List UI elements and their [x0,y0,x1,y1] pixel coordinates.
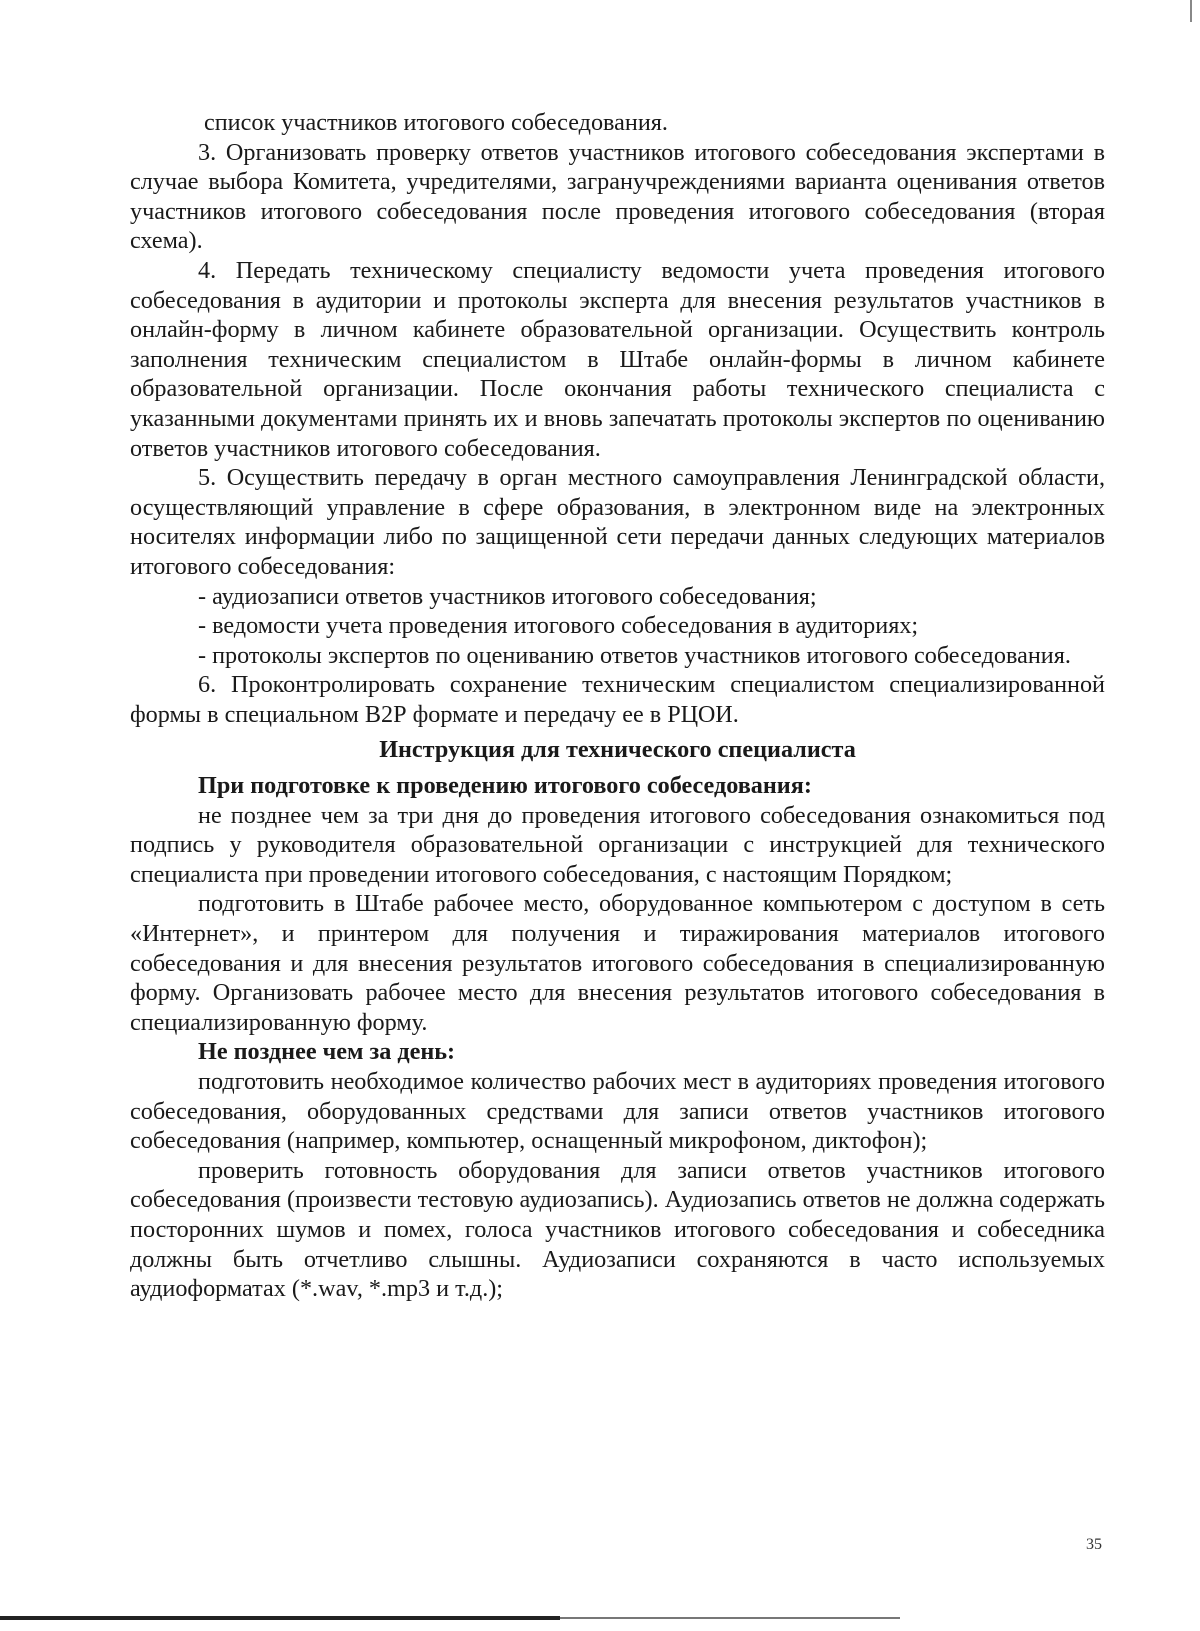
paragraph-item-3: 3. Организовать проверку ответов участников итогового собеседования экспертами в случае выбора Комитета, учредителями, загранучреждениями варианта оценивания ответов участников итогового собеседования после проведения итогового собеседования (вторая схема). [130,138,1105,255]
document-page [130,108,1105,1304]
prep-paragraph-1: не позднее чем за три дня до проведения итогового собеседования ознакомиться под подпись у руководителя образовательной организации с инструкцией для технического специалиста при проведении итогового собеседования, с настоящим Порядком; [130,801,1105,888]
paragraph-item-4: 4. Передать техническому специалисту ведомости учета проведения итогового собеседования в аудитории и протоколы эксперта для внесения результатов участников в онлайн-форму в личном кабинете образовательной организации. Осуществить контроль заполнения техническим специалистом в Штабе онлайн-формы в личном кабинете образовательной организации. После окончания работы технического специалиста с указанными документами принять их и вновь запечатать протоколы экспертов по оцениванию ответов участников итогового собеседования. [130,256,1105,462]
list-item-protocols: - протоколы экспертов по оцениванию ответов участников итогового собеседования. [198,641,1071,669]
paragraph-item-6: 6. Проконтролировать сохранение техническим специалистом специализированной формы в специальном В2Р формате и передачу ее в РЦОИ. [130,671,1105,728]
scan-artifact-line-thin [560,1617,900,1619]
prep-paragraph-2: подготовить в Штабе рабочее место, оборудованное компьютером с доступом в сеть «Интернет», и принтером для получения и тиражирования материалов итогового собеседования и для внесения результатов итогового собеседования в специализированную форму. Организовать рабочее место для внесения результатов итогового собеседования в специализированную форму. [130,890,1105,1036]
day-paragraph-2: проверить готовность оборудования для записи ответов участников итогового собеседования (произвести тестовую аудиозапись). Аудиозапись ответов не должна содержать посторонних шумов и помех, голоса участников итогового собеседования и собеседника должны быть отчетливо слышны. Аудиозаписи сохраняются в часто используемых аудиоформатах (*.wav, *.mp3 и т.д.); [130,1156,1105,1303]
day-paragraph-1: подготовить необходимое количество рабочих мест в аудиториях проведения итогового собеседования, оборудованных средствами для записи ответов участников итогового собеседования (например, компьютер, оснащенный микрофоном, диктофон); [130,1068,1105,1155]
paragraph-item-5: 5. Осуществить передачу в орган местного самоуправления Ленинградской области, осуществляющий управление в сфере образования, в электронном виде на электронных носителях информации либо по защищенной сети передачи данных следующих материалов итогового собеседования: [130,464,1105,580]
page-number: 35 [1086,1536,1102,1553]
paragraph-continuation: список участников итогового собеседования. [204,109,668,136]
subheading-preparation: При подготовке к проведению итогового собеседования: [198,772,812,800]
subheading-day-before: Не позднее чем за день: [198,1038,456,1066]
scan-artifact-edge [1190,0,1192,22]
list-item-audio: - аудиозаписи ответов участников итогового собеседования; [198,582,817,610]
section-heading: Инструкция для технического специалиста [379,736,856,764]
scan-artifact-line [0,1616,560,1620]
list-item-statements: - ведомости учета проведения итогового собеседования в аудиториях; [198,612,919,640]
